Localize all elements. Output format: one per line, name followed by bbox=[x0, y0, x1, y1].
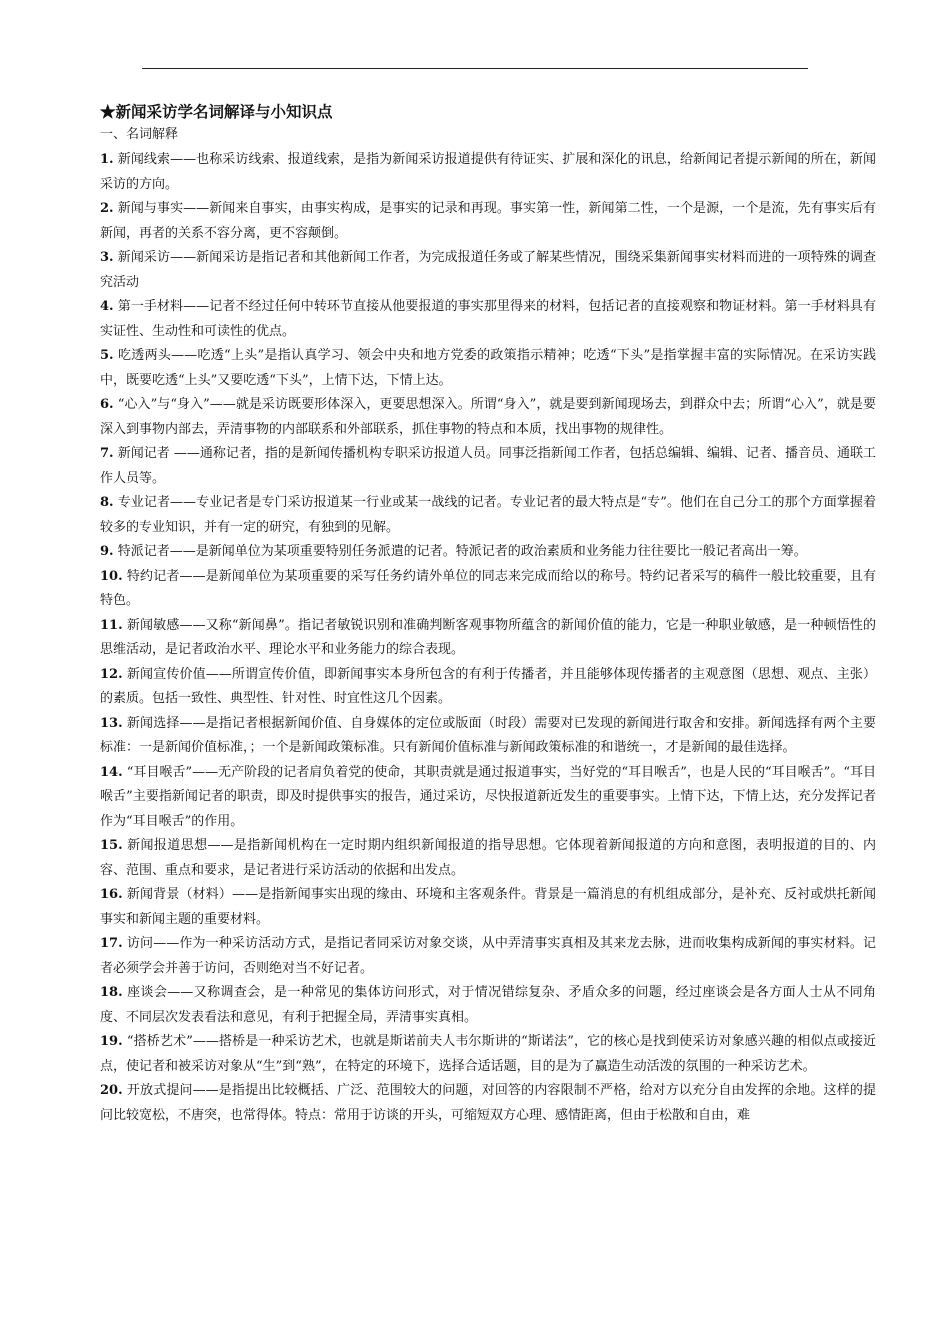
entry-number: 2. bbox=[100, 201, 114, 216]
definition-entry bbox=[100, 148, 876, 197]
entry-number: 3. bbox=[100, 250, 114, 265]
definition-entry bbox=[100, 197, 876, 246]
entry-number: 19. bbox=[100, 1034, 123, 1049]
entry-number: 13. bbox=[100, 715, 123, 731]
definition-entry bbox=[100, 712, 876, 761]
definition-entry bbox=[100, 246, 876, 295]
entry-number: 15. bbox=[100, 838, 123, 853]
entry-text: 特派记者——是新闻单位为某项重要特别任务派遣的记者。特派记者的政治素质和业务能力往往要比一般记者高出一筹。 bbox=[113, 544, 807, 559]
definition-entry bbox=[100, 981, 876, 1030]
entry-text: 新闻选择——是指记者根据新闻价值、自身媒体的定位或版面（时段）需要对已发现的新闻进行取舍和安排。新闻选择有两个主要标准：一是新闻价值标准，；一个是新闻政策标准。只有新闻价值标准与新闻政策标准的和谐统一，才是新闻的最佳选择。 bbox=[100, 715, 876, 755]
entry-number: 14. bbox=[100, 764, 123, 780]
definition-entry bbox=[100, 1030, 876, 1079]
definition-entry bbox=[100, 834, 876, 883]
entry-number: 11. bbox=[100, 617, 123, 633]
definition-entry bbox=[100, 491, 876, 540]
entry-text: 新闻与事实——新闻来自事实，由事实构成，是事实的记录和再现。事实第一性，新闻第二性，一个是源，一个是流，先有事实后有新闻，再者的关系不容分离，更不容颠倒。 bbox=[100, 201, 876, 241]
definition-entry bbox=[100, 614, 876, 663]
entry-number: 10. bbox=[100, 568, 123, 584]
entry-text: 第一手材料——记者不经过任何中转环节直接从他要报道的事实那里得来的材料，包括记者的直接观察和物证材料。第一手材料具有实证性、生动性和可读性的优点。 bbox=[100, 299, 876, 339]
definition-entry bbox=[100, 442, 876, 491]
document-body bbox=[100, 100, 876, 1128]
entry-text: 新闻宣传价值——所谓宣传价值，即新闻事实本身所包含的有利于传播者，并且能够体现传播者的主观意图（思想、观点、主张）的素质。包括一致性、典型性、针对性、时宜性这几个因素。 bbox=[100, 666, 876, 706]
entry-number: 5. bbox=[100, 348, 114, 363]
definition-entry bbox=[100, 295, 876, 344]
entries-list bbox=[100, 148, 876, 1128]
entry-text: 专业记者——专业记者是专门采访报道某一行业或某一战线的记者。专业记者的最大特点是“专”。他们在自己分工的那个方面掌握着较多的专业知识，并有一定的研究，有独到的见解。 bbox=[100, 495, 876, 535]
entry-number: 12. bbox=[100, 666, 123, 682]
entry-text: 开放式提问——是指提出比较概括、广泛、范围较大的问题，对回答的内容限制不严格，给对方以充分自由发挥的余地。这样的提问比较宽松，不唐突，也常得体。特点：常用于访谈的开头，可缩短双方心理、感情距离，但由于松散和自由，难 bbox=[100, 1083, 876, 1123]
entry-text: 新闻线索——也称采访线索、报道线索，是指为新闻采访报道提供有待证实、扩展和深化的讯息，给新闻记者提示新闻的所在，新闻采访的方向。 bbox=[100, 152, 876, 192]
entry-text: 座谈会——又称调查会，是一种常见的集体访问形式，对于情况错综复杂、矛盾众多的问题，经过座谈会是各方面人士从不同角度、不同层次发表看法和意见，有利于把握全局，弄清事实真相。 bbox=[100, 985, 876, 1025]
entry-text: “搭桥艺术”——搭桥是一种采访艺术，也就是斯诺前夫人韦尔斯讲的“斯诺法”，它的核心是找到使采访对象感兴趣的相似点或接近点，使记者和被采访对象从“生”到“熟”，在特定的环境下，选择合适话题，目的是为了赢造生动活泼的氛围的一种采访艺术。 bbox=[100, 1034, 876, 1074]
definition-entry bbox=[100, 663, 876, 712]
definition-entry bbox=[100, 761, 876, 835]
header-rule bbox=[142, 68, 808, 69]
entry-number: 7. bbox=[100, 446, 114, 461]
entry-text: 新闻记者 ——通称记者，指的是新闻传播机构专职采访报道人员。同事泛指新闻工作者，包括总编辑、编辑、记者、播音员、通联工作人员等。 bbox=[100, 446, 876, 486]
entry-text: “心入”与“身入”——就是采访既要形体深入，更要思想深入。所谓“身入”，就是要到新闻现场去，到群众中去；所谓“心入”，就是要深入到事物内部去，弄清事物的内部联系和外部联系，抓住事物的特点和本质，找出事物的规律性。 bbox=[100, 397, 876, 437]
entry-text: 特约记者——是新闻单位为某项重要的采写任务约请外单位的同志来完成而给以的称号。特约记者采写的稿件一般比较重要，且有特色。 bbox=[100, 568, 876, 608]
entry-text: 新闻背景（材料）——是指新闻事实出现的缘由、环境和主客观条件。背景是一篇消息的有机组成部分，是补充、反衬或烘托新闻事实和新闻主题的重要材料。 bbox=[100, 887, 876, 927]
definition-entry bbox=[100, 393, 876, 442]
entry-number: 18. bbox=[100, 985, 123, 1000]
definition-entry bbox=[100, 883, 876, 932]
definition-entry bbox=[100, 565, 876, 614]
entry-number: 20. bbox=[100, 1083, 123, 1098]
entry-number: 1. bbox=[100, 152, 114, 167]
definition-entry bbox=[100, 1079, 876, 1128]
entry-text: 新闻报道思想——是指新闻机构在一定时期内组织新闻报道的指导思想。它体现着新闻报道的方向和意图，表明报道的目的、内容、范围、重点和要求，是记者进行采访活动的依据和出发点。 bbox=[100, 838, 876, 878]
section-heading: 一、名词解释 bbox=[100, 127, 179, 142]
definition-entry bbox=[100, 540, 876, 565]
definition-entry bbox=[100, 344, 876, 393]
entry-text: 新闻敏感——又称“新闻鼻”。指记者敏锐识别和准确判断客观事物所蕴含的新闻价值的能力，它是一种职业敏感，是一种顿悟性的思维活动，是记者政治水平、理论水平和业务能力的综合表现。 bbox=[100, 617, 876, 657]
entry-text: 新闻采访——新闻采访是指记者和其他新闻工作者，为完成报道任务或了解某些情况，围绕采集新闻事实材料而进的一项特殊的调查究活动 bbox=[100, 250, 876, 290]
definition-entry bbox=[100, 932, 876, 981]
entry-number: 8. bbox=[100, 495, 114, 510]
entry-text: 访问——作为一种采访活动方式，是指记者同采访对象交谈，从中弄清事实真相及其来龙去脉，进而收集构成新闻的事实材料。记者必须学会并善于访问，否则绝对当不好记者。 bbox=[100, 936, 876, 976]
entry-text: “耳目喉舌”——无产阶段的记者肩负着党的使命，其职责就是通过报道事实，当好党的“耳目喉舌”，也是人民的“耳目喉舌”。“耳目喉舌”主要指新闻记者的职责，即及时提供事实的报告，通过采访，尽快报道新近发生的重要事实。上情下达，下情上达，充分发挥记者作为“耳目喉舌”的作用。 bbox=[100, 764, 876, 829]
entry-number: 9. bbox=[100, 544, 114, 559]
entry-text: 吃透两头——吃透“上头”是指认真学习、领会中央和地方党委的政策指示精神；吃透“下头”是指掌握丰富的实际情况。在采访实践中，既要吃透“上头”又要吃透“下头”，上情下达，下情上达。 bbox=[100, 348, 876, 388]
entry-number: 17. bbox=[100, 936, 123, 951]
doc-title: ★新闻采访学名词解译与小知识点 bbox=[100, 102, 333, 121]
entry-number: 4. bbox=[100, 299, 114, 314]
entry-number: 6. bbox=[100, 397, 114, 412]
entry-number: 16. bbox=[100, 887, 123, 902]
